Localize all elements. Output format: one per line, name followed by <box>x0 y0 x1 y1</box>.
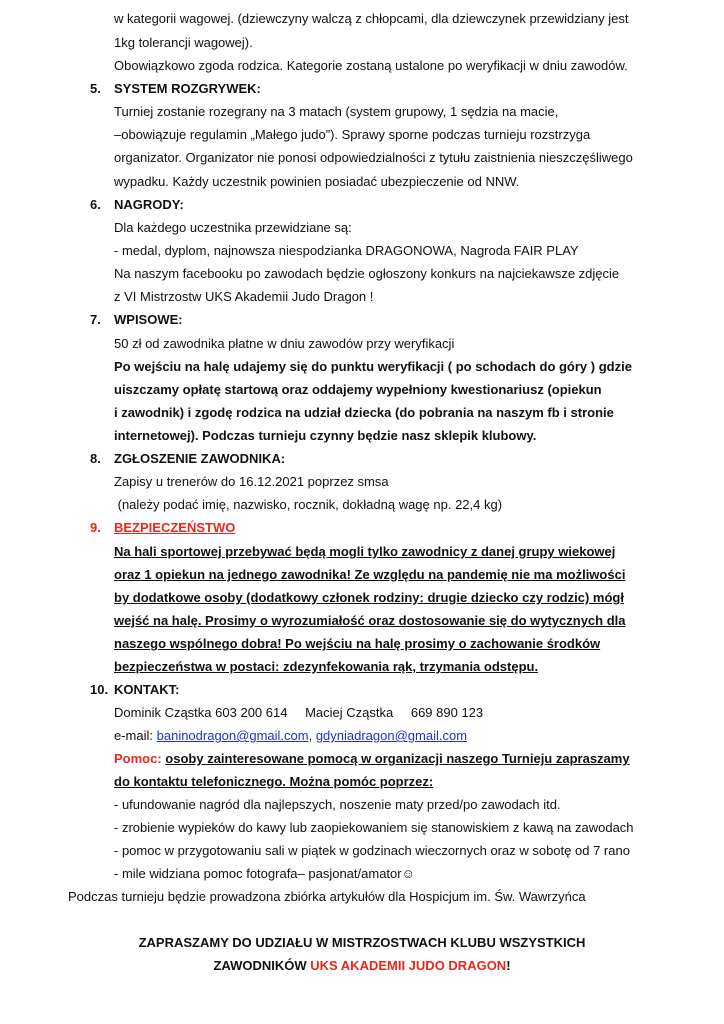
help-item: - mile widziana pomoc fotografa– pasjonat/amator☺ <box>114 866 415 881</box>
help-item: - zrobienie wypieków do kawy lub zaopiekowaniem się stanowiskiem z kawą na zawodach <box>114 820 634 835</box>
email-label: e-mail: <box>114 728 157 743</box>
paragraph-line: wejść na halę. Prosimy o wyrozumiałość oraz dostosowanie się do wytycznych dla <box>114 613 626 628</box>
invitation-line: ZAPRASZAMY DO UDZIAŁU W MISTRZOSTWACH KLUBU WSZYSTKICH <box>138 935 586 950</box>
help-item: - pomoc w przygotowaniu sali w piątek w godzinach wieczornych oraz w sobotę od 7 rano <box>114 843 630 858</box>
section-title: NAGRODY: <box>114 197 184 212</box>
section-number: 5. <box>90 81 101 96</box>
email-separator: , <box>308 728 316 743</box>
paragraph-line: uiszczamy opłatę startową oraz oddajemy wypełniony kwestionariusz (opiekun <box>114 382 602 397</box>
contact-line <box>114 705 483 721</box>
paragraph-line: by dodatkowe osoby (dodatkowy członek rodziny: drugie dziecko czy rodzic) mógł <box>114 590 624 605</box>
paragraph-line: –obowiązuje regulamin „Małego judo”). Sprawy sporne podczas turnieju rozstrzyga <box>114 127 591 142</box>
help-text: do kontaktu telefonicznego. Można pomóc poprzez: <box>114 774 434 789</box>
contact-name: Maciej Cząstka <box>305 705 394 720</box>
paragraph-line: Zapisy u trenerów do 16.12.2021 poprzez smsa <box>114 474 389 489</box>
paragraph-line: internetowej). Podczas turnieju czynny będzie nasz sklepik klubowy. <box>114 428 537 443</box>
invitation-text: ZAWODNIKÓW <box>213 958 311 973</box>
paragraph-line: organizator. Organizator nie ponosi odpowiedzialności z tytułu zaistnienia nieszczęśliwego <box>114 150 633 165</box>
section-title: ZGŁOSZENIE ZAWODNIKA: <box>114 451 286 466</box>
email-line <box>114 728 467 744</box>
section-number: 7. <box>90 312 101 327</box>
intro-line: Obowiązkowo zgoda rodzica. Kategorie zostaną ustalone po weryfikacji w dniu zawodów. <box>114 58 628 73</box>
help-text: osoby zainteresowane pomocą w organizacji naszego Turnieju zapraszamy <box>165 751 630 766</box>
paragraph-line: Dla każdego uczestnika przewidziane są: <box>114 220 352 235</box>
intro-line: w kategorii wagowej. (dziewczyny walczą z chłopcami, dla dziewczynek przewidziany jest <box>114 11 629 26</box>
section-title: BEZPIECZEŃSTWO <box>114 520 236 535</box>
invitation-line <box>0 958 724 974</box>
help-label: Pomoc: <box>114 751 166 766</box>
paragraph-line: i zawodnik) i zgodę rodzica na udział dziecka (do pobrania na naszym fb i stronie <box>114 405 614 420</box>
intro-line: 1kg tolerancji wagowej). <box>114 35 253 50</box>
contact-phone: 603 200 614 <box>215 705 288 720</box>
section-number: 10. <box>90 682 109 697</box>
paragraph-line: naszego wspólnego dobra! Po wejściu na halę prosimy o zachowanie środków <box>114 636 601 651</box>
paragraph-line: oraz 1 opiekun na jednego zawodnika! Ze względu na pandemię nie ma możliwości <box>114 567 626 582</box>
paragraph-line: 50 zł od zawodnika płatne w dniu zawodów przy weryfikacji <box>114 336 455 351</box>
paragraph-line: Na naszym facebooku po zawodach będzie ogłoszony konkurs na najciekawsze zdjęcie <box>114 266 620 281</box>
email-link-gdynia[interactable]: gdyniadragon@gmail.com <box>315 728 468 743</box>
paragraph-line: Po wejściu na halę udajemy się do punktu weryfikacji ( po schodach do góry ) gdzie <box>114 359 632 374</box>
contact-name: Dominik Cząstka <box>114 705 212 720</box>
paragraph-line: Turniej zostanie rozegrany na 3 matach (system grupowy, 1 sędzia na macie, <box>114 104 559 119</box>
paragraph-line: - medal, dyplom, najnowsza niespodzianka DRAGONOWA, Nagroda FAIR PLAY <box>114 243 579 258</box>
section-number: 9. <box>90 520 101 535</box>
section-number: 6. <box>90 197 101 212</box>
section-title: WPISOWE: <box>114 312 183 327</box>
paragraph-line: wypadku. Każdy uczestnik powinien posiadać ubezpieczenie od NNW. <box>114 174 520 189</box>
email-link-banino[interactable]: baninodragon@gmail.com <box>156 728 309 743</box>
footer-note: Podczas turnieju będzie prowadzona zbiórka artykułów dla Hospicjum im. Św. Wawrzyńca <box>68 889 586 904</box>
help-item: - ufundowanie nagród dla najlepszych, noszenie maty przed/po zawodach itd. <box>114 797 561 812</box>
invitation-text: ! <box>506 958 511 973</box>
paragraph-line: (należy podać imię, nazwisko, rocznik, dokładną wagę np. 22,4 kg) <box>114 497 503 512</box>
contact-phone: 669 890 123 <box>410 705 484 720</box>
paragraph-line: z VI Mistrzostw UKS Akademii Judo Dragon ! <box>114 289 374 304</box>
club-name: UKS AKADEMII JUDO DRAGON <box>310 958 507 973</box>
paragraph-line: Na hali sportowej przebywać będą mogli tylko zawodnicy z danej grupy wiekowej <box>114 544 616 559</box>
help-line <box>114 751 630 767</box>
section-title: KONTAKT: <box>114 682 180 697</box>
section-number: 8. <box>90 451 101 466</box>
section-title: SYSTEM ROZGRYWEK: <box>114 81 261 96</box>
paragraph-line: bezpieczeństwa w postaci: zdezynfekowania rąk, trzymania odstępu. <box>114 659 539 674</box>
